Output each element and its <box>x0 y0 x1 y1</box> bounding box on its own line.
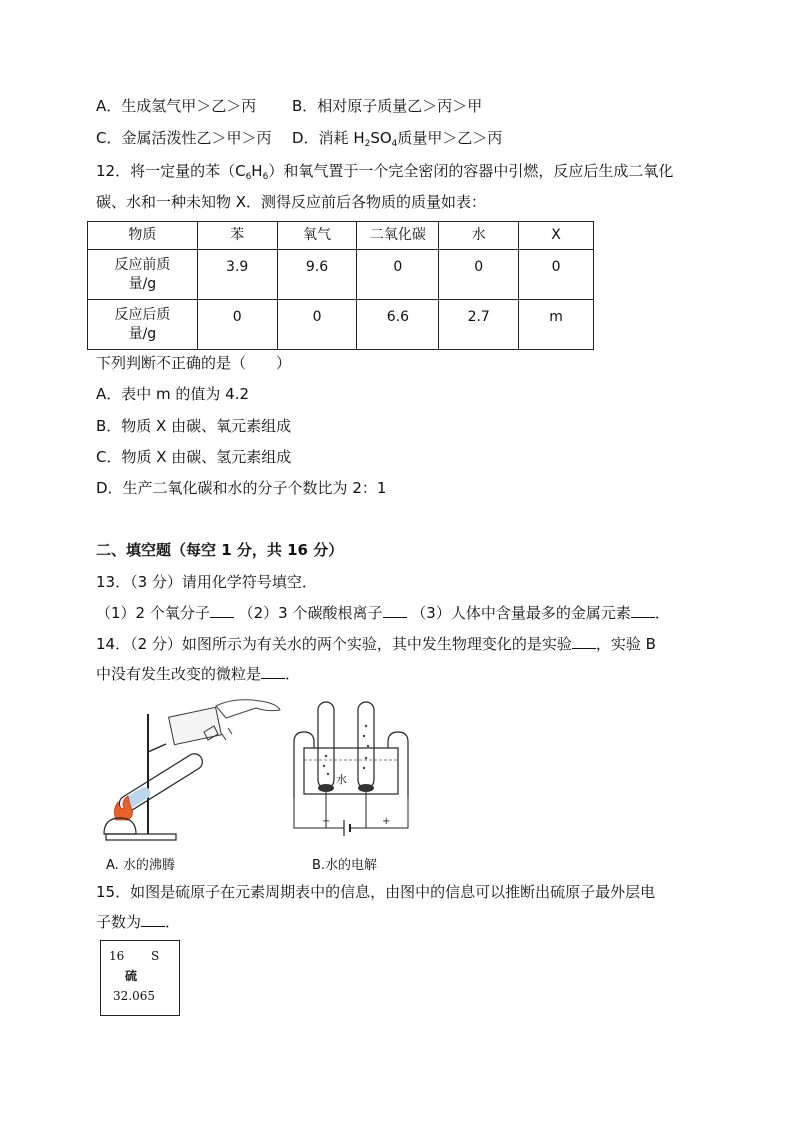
answer-blank <box>631 603 655 618</box>
element-name: 硫 <box>125 969 138 983</box>
q12-ask: 下列判断不正确的是（ ） <box>96 354 292 372</box>
answer-blank <box>210 603 234 618</box>
q14-stem-line2: 中没有发生改变的微粒是 ． <box>96 665 301 683</box>
table-cell: 0 <box>357 250 439 300</box>
table-cell: 0 <box>277 300 357 350</box>
table-header-cell: 氧气 <box>277 222 357 250</box>
minus-sign: − <box>322 816 331 827</box>
table-cell: 3.9 <box>197 250 277 300</box>
mass-table <box>87 221 594 350</box>
electrolysis-figure <box>288 696 414 844</box>
water-label: 水 <box>336 773 347 786</box>
plus-sign: + <box>382 816 391 827</box>
answer-blank <box>572 634 596 649</box>
q13-parts: （1）2 个氧分子 （2）3 个碳酸根离子 （3）人体中含量最多的金属元素 ． <box>96 604 670 622</box>
q12-option-a: A．表中 m 的值为 4.2 <box>96 385 250 403</box>
q11-option-a: A．生成氢气甲＞乙＞丙 <box>96 97 257 115</box>
q15-stem-line2: 子数为 ． <box>96 913 181 931</box>
section-title: 二、填空题（每空 1 分，共 16 分） <box>96 541 344 559</box>
q12-option-b: B．物质 X 由碳、氧元素组成 <box>96 417 292 435</box>
figure-b-caption: B.水的电解 <box>312 858 378 873</box>
table-cell: 6.6 <box>357 300 439 350</box>
table-row <box>88 300 594 350</box>
table-header-cell: X <box>519 222 594 250</box>
answer-blank <box>261 664 285 679</box>
table-cell: 2.7 <box>439 300 519 350</box>
table-cell: 9.6 <box>277 250 357 300</box>
row-label: 反应前质 量/g <box>88 250 198 300</box>
table-cell: 0 <box>197 300 277 350</box>
answer-blank <box>141 912 165 927</box>
table-header-cell: 苯 <box>197 222 277 250</box>
q13-stem: 13．（3 分）请用化学符号填空． <box>96 573 317 591</box>
table-cell: m <box>519 300 594 350</box>
table-header-cell: 二氧化碳 <box>357 222 439 250</box>
table-cell: 0 <box>519 250 594 300</box>
periodic-table-cell <box>100 940 180 1016</box>
q12-option-d: D．生产二氧化碳和水的分子个数比为 2：1 <box>96 479 387 497</box>
row-label: 反应后质 量/g <box>88 300 198 350</box>
q12-option-c: C．物质 X 由碳、氢元素组成 <box>96 448 292 466</box>
answer-blank <box>383 603 407 618</box>
q11-option-c: C．金属活泼性乙＞甲＞丙 <box>96 129 272 147</box>
boiling-water-figure <box>96 692 286 847</box>
table-cell: 0 <box>439 250 519 300</box>
q11-option-d: D．消耗 $H_2SO_4$质量甲＞乙＞丙 <box>292 129 503 149</box>
atomic-number: 16 <box>109 949 125 963</box>
atomic-mass: 32.065 <box>113 989 155 1003</box>
element-symbol: S <box>151 949 160 963</box>
q11-option-b: B．相对原子质量乙＞丙＞甲 <box>292 97 483 115</box>
table-header-cell: 水 <box>439 222 519 250</box>
table-header-cell: 物质 <box>88 222 198 250</box>
q12-stem-line2: 碳、水和一种未知物 X．测得反应前后各物质的质量如表： <box>96 193 487 211</box>
q15-stem-line1: 15．如图是硫原子在元素周期表中的信息，由图中的信息可以推断出硫原子最外层电 <box>96 883 656 901</box>
q14-stem-line1: 14．（2 分）如图所示为有关水的两个实验，其中发生物理变化的是实验 ，实验 B <box>96 635 656 653</box>
table-header-row <box>88 222 594 250</box>
figure-a-caption: A. 水的沸腾 <box>106 858 175 873</box>
table-row <box>88 250 594 300</box>
q12-stem-line1: 12．将一定量的苯$(C_6H_6)$和氧气置于一个完全密闭的容器中引燃，反应后生成二氧化 <box>96 162 674 182</box>
